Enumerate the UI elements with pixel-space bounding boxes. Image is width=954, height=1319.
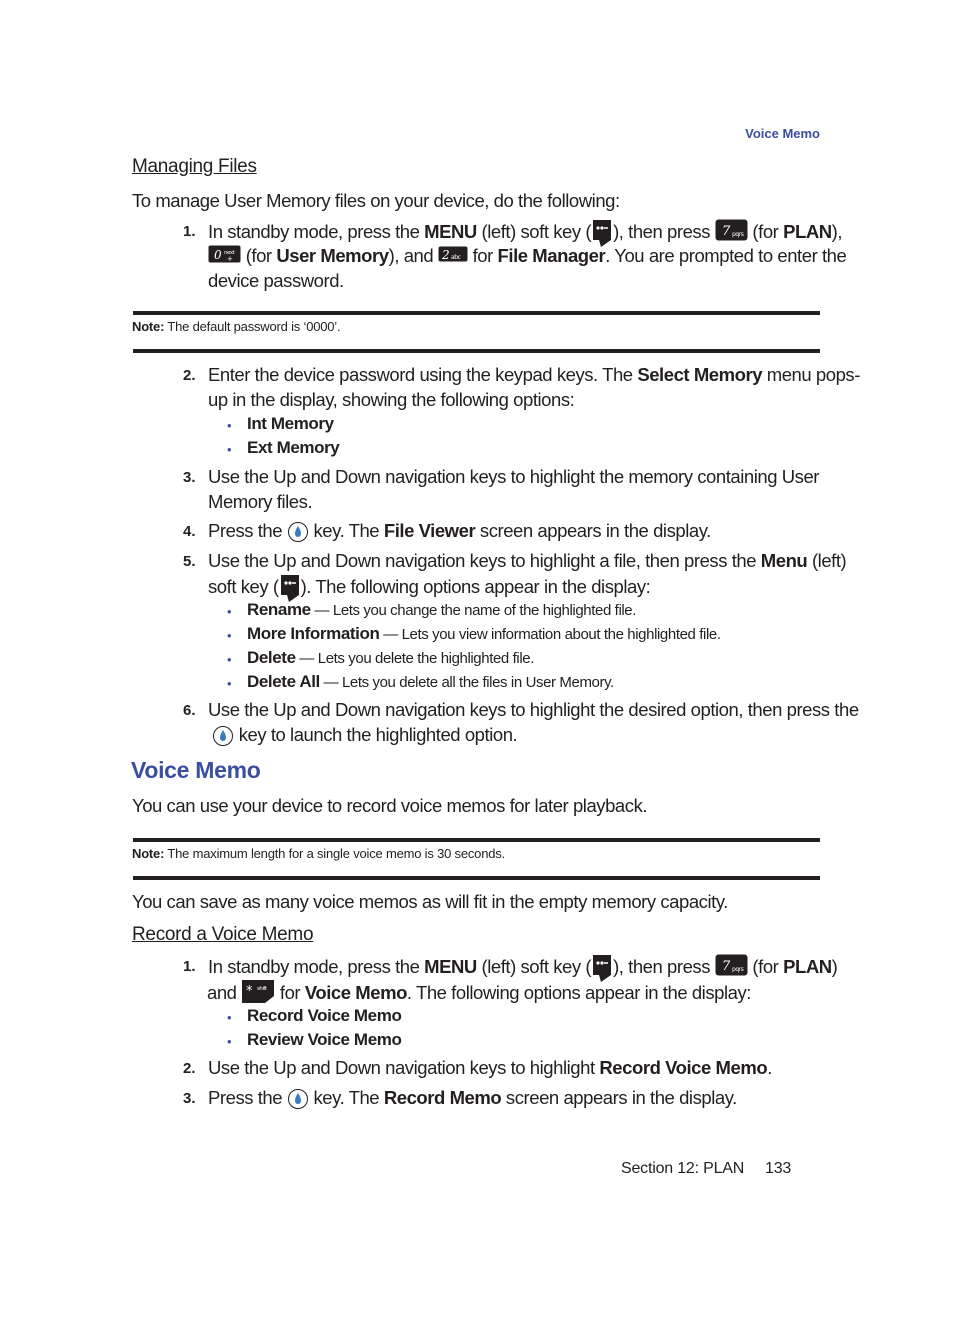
step-text-line: soft key ( ). The following options appear in the display:	[208, 573, 650, 603]
step-text-line: Use the Up and Down navigation keys to highlight the desired option, then press the	[208, 699, 859, 720]
bullet-icon: •	[227, 442, 232, 457]
list-item: Delete All — Lets you delete all the files in User Memory.	[247, 672, 614, 691]
voice-memo-heading: Voice Memo	[131, 757, 261, 783]
step-number: 3.	[183, 469, 196, 486]
step-text-line: Enter the device password using the keypad keys. The Select Memory menu pops-	[208, 364, 860, 385]
step-text-line: 0 next + (for User Memory), and 2 abc for File Manager. You are prompted to enter the	[208, 243, 846, 271]
note-rule-top	[133, 311, 820, 315]
note-rule-bottom	[133, 876, 820, 880]
ok-key-icon	[287, 521, 309, 543]
record-voice-memo-heading: Record a Voice Memo	[132, 924, 314, 945]
left-soft-key-icon	[279, 573, 301, 603]
step-text-line: Use the Up and Down navigation keys to highlight a file, then press the Menu (left)	[208, 550, 847, 571]
step-number: 3.	[183, 1090, 196, 1107]
step-text-line: Press the key. The File Viewer screen appears in the display.	[208, 518, 711, 543]
step-text-line: up in the display, showing the following options:	[208, 389, 575, 410]
list-item: Review Voice Memo	[247, 1030, 402, 1049]
managing-files-intro: To manage User Memory files on your device, do the following:	[132, 190, 620, 211]
svg-text:pqrs: pqrs	[731, 231, 744, 238]
step-text-line: device password.	[208, 270, 344, 291]
step-number: 1.	[183, 223, 196, 240]
footer-page-number: 133	[765, 1160, 792, 1177]
running-header: Voice Memo	[745, 126, 820, 141]
bullet-icon: •	[227, 652, 232, 667]
list-item: Rename — Lets you change the name of the highlighted file.	[247, 600, 637, 619]
list-item: More Information — Lets you view information about the highlighted file.	[247, 624, 721, 643]
step-number: 6.	[183, 702, 196, 719]
note-max-length: Note: The maximum length for a single voice memo is 30 seconds.	[132, 846, 505, 861]
list-item: Delete — Lets you delete the highlighted file.	[247, 648, 534, 667]
step-text-line: In standby mode, press the MENU (left) soft key ( ), then press 7 pqrs (for PLAN),	[208, 218, 842, 248]
ok-key-icon	[287, 1088, 309, 1110]
zero-key-icon	[208, 243, 241, 271]
svg-text:pqrs: pqrs	[731, 966, 744, 973]
voice-memo-intro: You can use your device to record voice memos for later playback.	[132, 795, 648, 816]
step-text-line: Memory files.	[208, 491, 313, 512]
voice-memo-capacity: You can save as many voice memos as will fit in the empty memory capacity.	[132, 891, 728, 912]
svg-text:*: *	[246, 984, 253, 999]
svg-text:abc: abc	[450, 254, 461, 262]
step-number: 2.	[183, 1060, 196, 1077]
step-text-line: key to launch the highlighted option.	[212, 722, 517, 747]
step-text-line: In standby mode, press the MENU (left) soft key ( ), then press 7 pqrs (for PLAN)	[208, 953, 837, 983]
step-number: 1.	[183, 958, 196, 975]
step-text-line: Use the Up and Down navigation keys to highlight the memory containing User	[208, 466, 820, 487]
step-text-line: Use the Up and Down navigation keys to highlight Record Voice Memo.	[208, 1057, 772, 1078]
managing-files-heading: Managing Files	[132, 156, 257, 177]
bullet-icon: •	[227, 1010, 232, 1025]
svg-text:shift: shift	[257, 986, 267, 992]
step-number: 5.	[183, 553, 196, 570]
bullet-icon: •	[227, 418, 232, 433]
svg-text:0: 0	[214, 248, 222, 263]
bullet-icon: •	[227, 628, 232, 643]
svg-text:+: +	[227, 255, 233, 264]
note-rule-bottom	[133, 349, 820, 353]
list-item: Ext Memory	[247, 438, 340, 457]
step-text-line: and * shift for Voice Memo. The following options appear in the display:	[207, 978, 751, 1010]
footer-section: Section 12: PLAN	[621, 1160, 745, 1177]
svg-text:7: 7	[721, 224, 730, 239]
two-key-icon	[438, 243, 468, 271]
bullet-icon: •	[227, 1034, 232, 1049]
list-item: Record Voice Memo	[247, 1006, 402, 1025]
list-item: Int Memory	[247, 414, 334, 433]
step-number: 2.	[183, 367, 196, 384]
svg-text:2: 2	[441, 248, 450, 263]
step-number: 4.	[183, 523, 196, 540]
step-text-line: Press the key. The Record Memo screen appears in the display.	[208, 1085, 737, 1110]
ok-key-icon	[212, 725, 234, 747]
svg-text:next: next	[224, 250, 235, 257]
svg-text:7: 7	[721, 959, 730, 974]
bullet-icon: •	[227, 604, 232, 619]
note-default-password: Note: The default password is ‘0000’.	[132, 319, 341, 334]
note-rule-top	[133, 838, 820, 842]
bullet-icon: •	[227, 676, 232, 691]
